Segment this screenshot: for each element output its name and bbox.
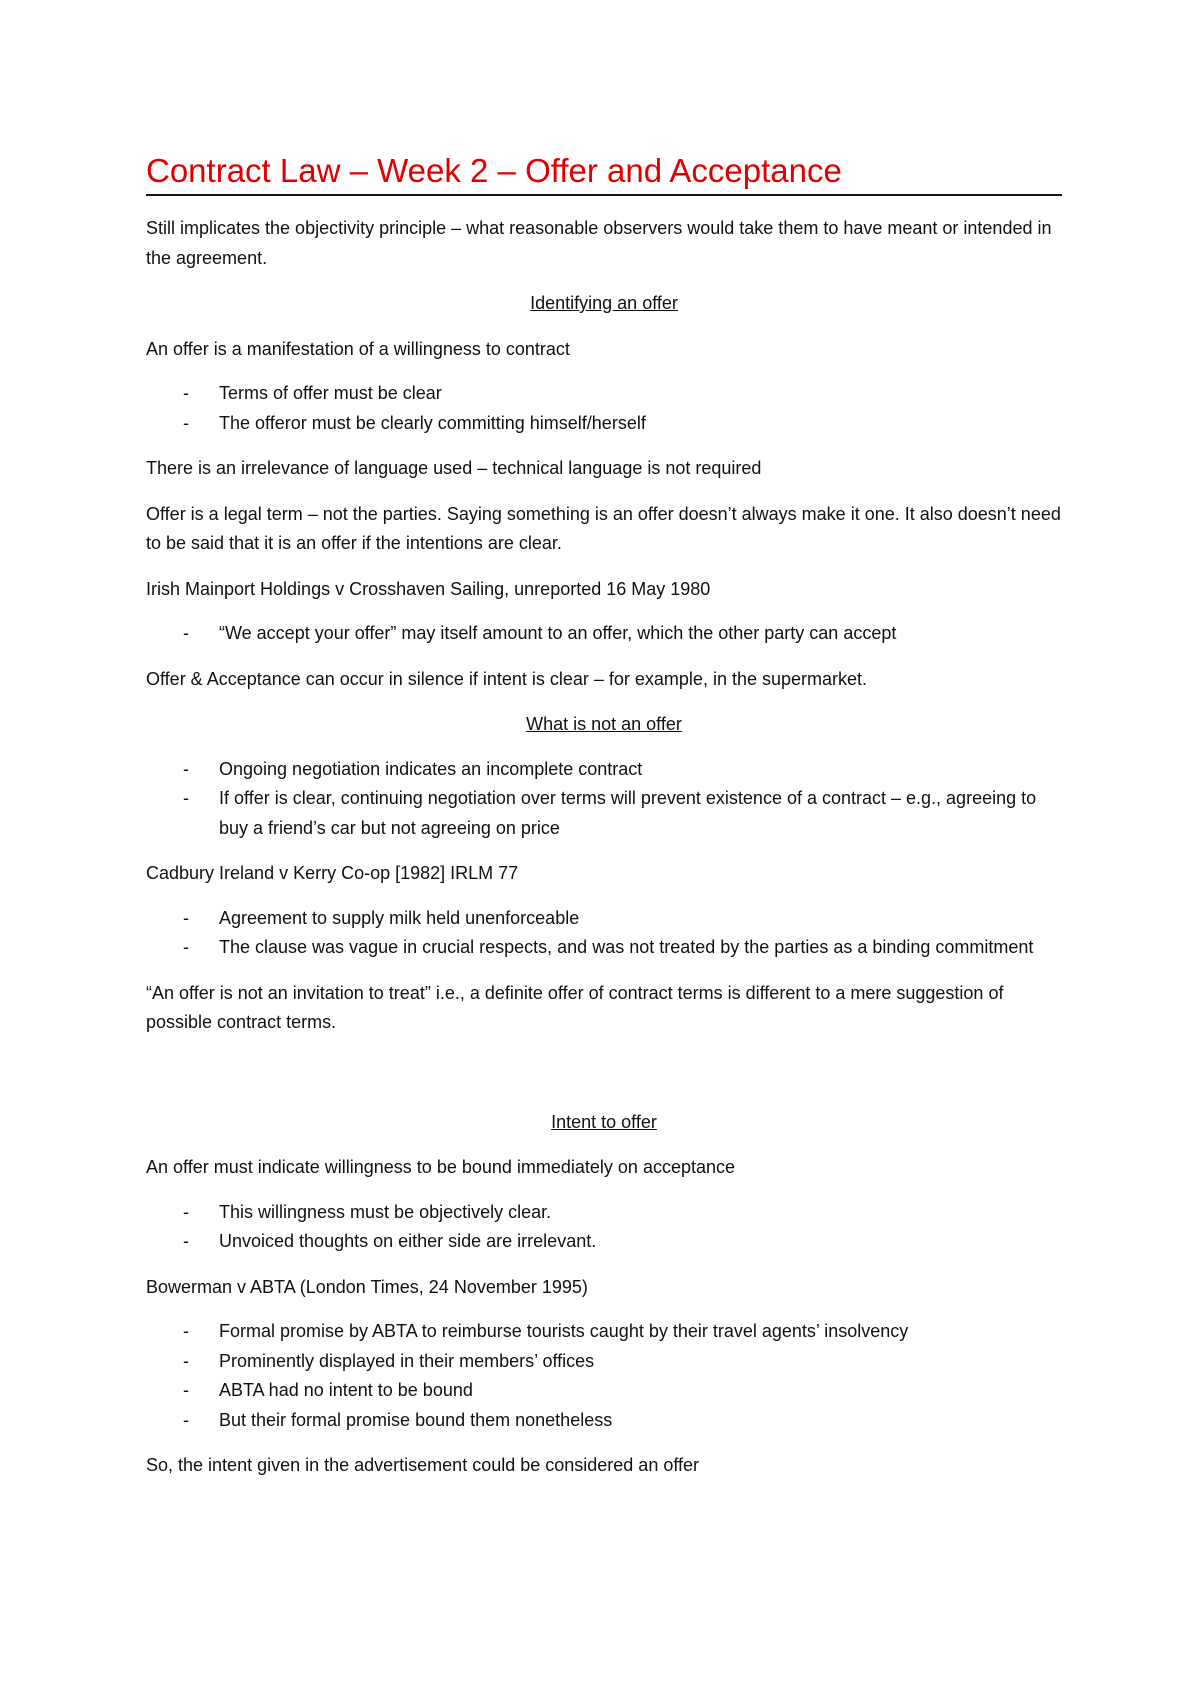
paragraph: Offer & Acceptance can occur in silence if intent is clear – for example, in the supermarket. — [146, 668, 868, 689]
paragraph: “An offer is not an invitation to treat” i.e., a definite offer of contract terms is different to a mere suggestion of possible contract terms. — [146, 982, 1004, 1032]
bullet-list — [146, 379, 1062, 438]
dash-marker: - — [183, 788, 189, 808]
section-heading-intent-to-offer: Intent to offer — [551, 1111, 657, 1132]
list-item: - This willingness must be objectively clear. — [146, 1198, 1062, 1228]
bullet-list — [146, 619, 1062, 649]
case-citation: Cadbury Ireland v Kerry Co-op [1982] IRLM 77 — [146, 863, 519, 883]
intro-paragraph: Still implicates the objectivity principle – what reasonable observers would take them to have meant or intended in the agreement. — [146, 218, 1052, 268]
dash-marker: - — [183, 1321, 189, 1341]
list-item: - Ongoing negotiation indicates an incomplete contract — [146, 755, 1062, 785]
list-item: - “We accept your offer” may itself amount to an offer, which the other party can accept — [146, 619, 1062, 649]
dash-marker: - — [183, 907, 189, 928]
list-item: - The clause was vague in crucial respects, and was not treated by the parties as a binding commitment — [146, 933, 1062, 963]
dash-marker: - — [183, 383, 189, 403]
paragraph: There is an irrelevance of language used – technical language is not required — [146, 458, 762, 478]
list-item: - But their formal promise bound them nonetheless — [146, 1406, 1062, 1436]
dash-marker: - — [183, 758, 189, 779]
bullet-list — [146, 1317, 1062, 1435]
bullet-list — [146, 904, 1062, 963]
bullet-list — [146, 1198, 1062, 1257]
dash-marker: - — [183, 412, 189, 433]
section-heading-what-is-not-an-offer: What is not an offer — [526, 714, 682, 734]
dash-marker: - — [183, 1380, 189, 1400]
paragraph: An offer must indicate willingness to be bound immediately on acceptance — [146, 1157, 736, 1177]
document-content — [146, 150, 1062, 1481]
list-item: - Prominently displayed in their members’ offices — [146, 1347, 1062, 1377]
case-citation: Irish Mainport Holdings v Crosshaven Sailing, unreported 16 May 1980 — [146, 578, 711, 599]
spacer — [146, 1038, 1062, 1092]
list-item: - Formal promise by ABTA to reimburse tourists caught by their travel agents’ insolvency — [146, 1317, 1062, 1347]
list-item: - The offeror must be clearly committing himself/herself — [146, 409, 1062, 439]
document-title: Contract Law – Week 2 – Offer and Acceptance — [146, 150, 1062, 196]
paragraph: Offer is a legal term – not the parties. Saying something is an offer doesn’t always make it one. It also doesn’t need to be said that it is an offer if the intentions are clear. — [146, 503, 1061, 553]
case-citation: Bowerman v ABTA (London Times, 24 November 1995) — [146, 1276, 588, 1297]
dash-marker: - — [183, 1350, 189, 1371]
section-heading-identifying-an-offer: Identifying an offer — [530, 293, 678, 313]
paragraph: So, the intent given in the advertisement could be considered an offer — [146, 1455, 700, 1475]
list-item: - Unvoiced thoughts on either side are irrelevant. — [146, 1227, 1062, 1257]
dash-marker: - — [183, 1409, 189, 1430]
dash-marker: - — [183, 623, 189, 643]
list-item: - Terms of offer must be clear — [146, 379, 1062, 409]
dash-marker: - — [183, 1231, 189, 1251]
paragraph: An offer is a manifestation of a willingness to contract — [146, 338, 570, 359]
dash-marker: - — [183, 1201, 189, 1222]
list-item: - If offer is clear, continuing negotiation over terms will prevent existence of a contract – e.g., agreeing to buy a friend’s car but not agreeing on price — [146, 784, 1062, 843]
dash-marker: - — [183, 937, 189, 957]
list-item: - Agreement to supply milk held unenforceable — [146, 904, 1062, 934]
list-item: - ABTA had no intent to be bound — [146, 1376, 1062, 1406]
bullet-list — [146, 755, 1062, 844]
